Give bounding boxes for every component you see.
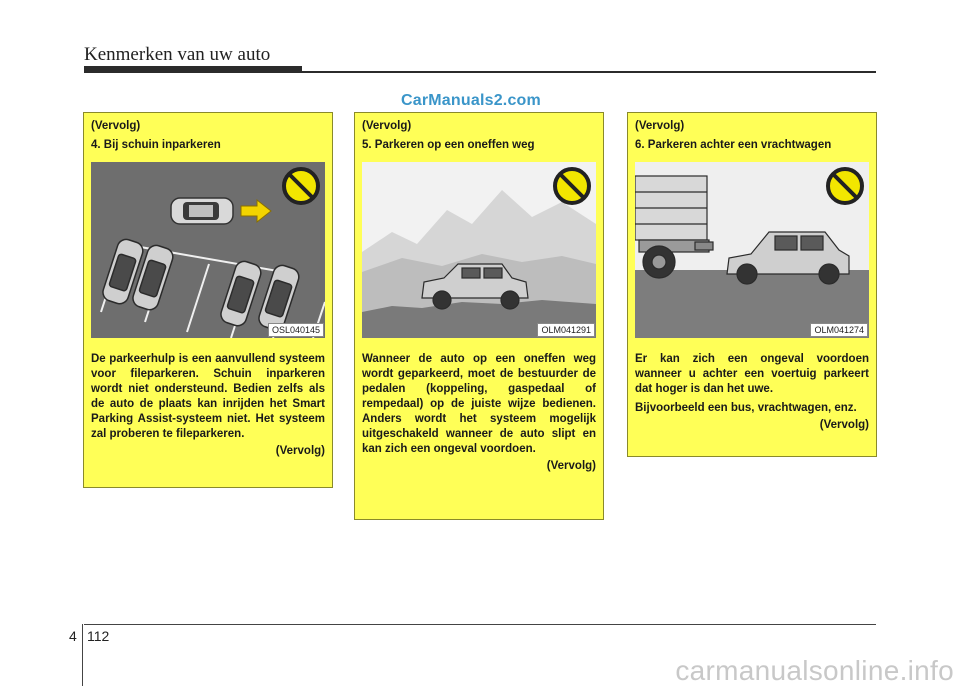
- prohibited-sign-icon: [284, 169, 318, 203]
- warning-panel-diagonal-parking: [83, 112, 333, 488]
- watermark-top: CarManuals2.com: [401, 92, 541, 109]
- panel-continued-label: (Vervolg): [362, 120, 412, 132]
- panel-heading: 5. Parkeren op een oneffen weg: [362, 139, 535, 151]
- illustration-uneven-road: [362, 162, 596, 338]
- panel-continued-label: (Vervolg): [635, 120, 685, 132]
- page-header-title: Kenmerken van uw auto: [84, 44, 271, 65]
- page-chapter-number: 4: [69, 628, 77, 644]
- panel-body-text: Wanneer de auto op een oneffen weg wordt geparkeerd, moet de bestuurder de pedalen (koppeling, gaspedaal of rempedaal) op de juiste wijze bedienen. Anders wordt het systeem mogelijk uitgeschakeld wanneer de auto slipt en kan zich een ongeval voordoen.: [362, 353, 596, 455]
- page-number: 112: [87, 628, 110, 644]
- figure-code: OSL040145: [268, 323, 324, 337]
- panel-continued-label: (Vervolg): [91, 120, 141, 132]
- warning-panel-uneven-road: [354, 112, 604, 520]
- panel-heading: 4. Bij schuin inparkeren: [91, 139, 221, 151]
- panel-continued-footer: (Vervolg): [546, 460, 596, 472]
- panel-body-text: Er kan zich een ongeval voordoen wanneer u achter een voertuig parkeert dat hoger is dan het uwe.: [635, 353, 869, 395]
- panel-body-text-example: Bijvoorbeeld een bus, vrachtwagen, enz.: [635, 402, 857, 414]
- watermark-bottom: carmanualsonline.info: [675, 655, 954, 686]
- panel-continued-footer: (Vervolg): [819, 419, 869, 431]
- figure-code: OLM041291: [537, 323, 595, 337]
- header-bar-thin: [84, 71, 876, 73]
- prohibited-sign-icon: [555, 169, 589, 203]
- illustration-diagonal-parking: [91, 162, 325, 338]
- car-topview-icon: [171, 198, 233, 224]
- warning-panel-behind-truck: [627, 112, 877, 457]
- footer-line-vertical: [82, 624, 83, 686]
- illustration-behind-truck: [635, 162, 869, 338]
- panel-body-text: De parkeerhulp is een aanvullend systeem voor fileparkeren. Schuin inparkeren wordt niet ondersteund. Bedien zelfs als de auto de plaats kan inrijden het Smart Parking Assist-systeem niet. Het systeem zal proberen te fileparkeren.: [91, 353, 325, 440]
- footer-line-horizontal: [84, 624, 876, 625]
- prohibited-sign-icon: [828, 169, 862, 203]
- figure-code: OLM041274: [810, 323, 868, 337]
- panel-heading: 6. Parkeren achter een vrachtwagen: [635, 139, 832, 151]
- panel-continued-footer: (Vervolg): [275, 445, 325, 457]
